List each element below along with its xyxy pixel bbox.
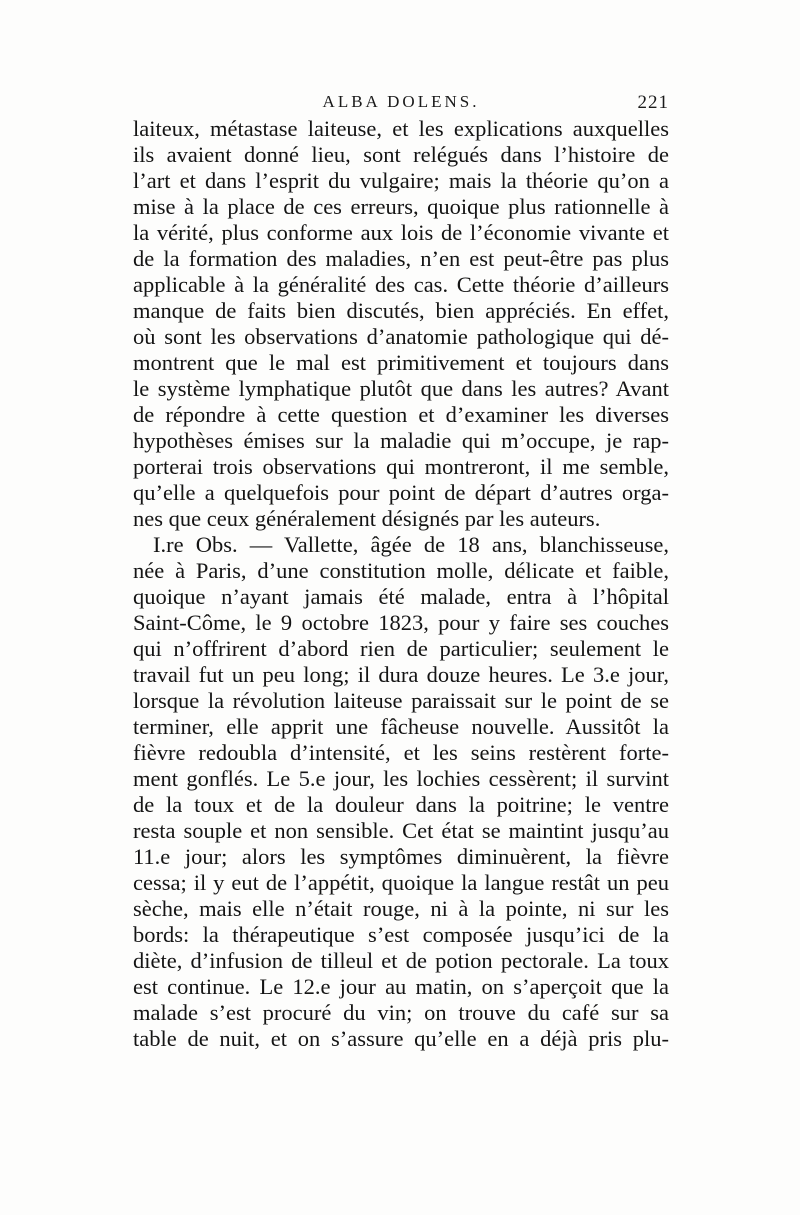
text-line: laiteux, métastase laiteuse, et les explications auxquelles [133, 116, 669, 141]
text-line: ment gonflés. Le 5.e jour, les lochies cessèrent; il survint [133, 766, 669, 791]
text-line: est continue. Le 12.e jour au matin, on s’aperçoit que la [133, 974, 669, 999]
text-line: applicable à la généralité des cas. Cette théorie d’ailleurs [133, 272, 669, 297]
text-line: manque de faits bien discutés, bien appréciés. En effet, [133, 298, 669, 323]
text-line: travail fut un peu long; il dura douze heures. Le 3.e jour, [133, 662, 669, 687]
text-line: fièvre redoubla d’intensité, et les seins restèrent forte- [133, 740, 669, 765]
text-line: hypothèses émises sur la maladie qui m’occupe, je rap- [133, 428, 669, 453]
text-line: née à Paris, d’une constitution molle, délicate et faible, [133, 558, 669, 583]
text-line: 11.e jour; alors les symptômes diminuèrent, la fièvre [133, 844, 669, 869]
text-line: bords: la thérapeutique s’est composée jusqu’ici de la [133, 922, 669, 947]
text-line: cessa; il y eut de l’appétit, quoique la langue restât un peu [133, 870, 669, 895]
text-line: mise à la place de ces erreurs, quoique plus rationnelle à [133, 194, 669, 219]
text-line: de la formation des maladies, n’en est peut-être pas plus [133, 246, 669, 271]
body-text [133, 116, 669, 1052]
text-line: qui n’offrirent d’abord rien de particulier; seulement le [133, 636, 669, 661]
text-line: table de nuit, et on s’assure qu’elle en a déjà pris plu- [133, 1026, 669, 1051]
text-line: qu’elle a quelquefois pour point de départ d’autres orga- [133, 480, 669, 505]
page-number: 221 [637, 92, 669, 113]
running-title: ALBA DOLENS. [322, 92, 480, 111]
text-line: quoique n’ayant jamais été malade, entra à l’hôpital [133, 584, 669, 609]
text-line: porterai trois observations qui montreront, il me semble, [133, 454, 669, 479]
text-line: resta souple et non sensible. Cet état se maintint jusqu’au [133, 818, 669, 843]
text-line: terminer, elle apprit une fâcheuse nouvelle. Aussitôt la [133, 714, 669, 739]
text-line: lorsque la révolution laiteuse paraissait sur le point de se [133, 688, 669, 713]
text-line: le système lymphatique plutôt que dans les autres? Avant [133, 376, 669, 401]
observation-heading-line: I.re Obs. — Vallette, âgée de 18 ans, blanchisseuse, [153, 532, 669, 557]
text-line: nes que ceux généralement désignés par les auteurs. [133, 506, 601, 531]
text-line: malade s’est procuré du vin; on trouve du café sur sa [133, 1000, 669, 1025]
text-line: de la toux et de la douleur dans la poitrine; le ventre [133, 792, 669, 817]
text-line: de répondre à cette question et d’examiner les diverses [133, 402, 669, 427]
text-line: diète, d’infusion de tilleul et de potion pectorale. La toux [133, 948, 669, 973]
text-line: Saint-Côme, le 9 octobre 1823, pour y faire ses couches [133, 610, 669, 635]
text-line: la vérité, plus conforme aux lois de l’économie vivante et [133, 220, 669, 245]
text-line: l’art et dans l’esprit du vulgaire; mais la théorie qu’on a [133, 168, 669, 193]
text-line: montrent que le mal est primitivement et toujours dans [133, 350, 669, 375]
text-line: où sont les observations d’anatomie pathologique qui dé- [133, 324, 669, 349]
text-line: ils avaient donné lieu, sont relégués dans l’histoire de [133, 142, 669, 167]
text-line: sèche, mais elle n’était rouge, ni à la pointe, ni sur les [133, 896, 669, 921]
